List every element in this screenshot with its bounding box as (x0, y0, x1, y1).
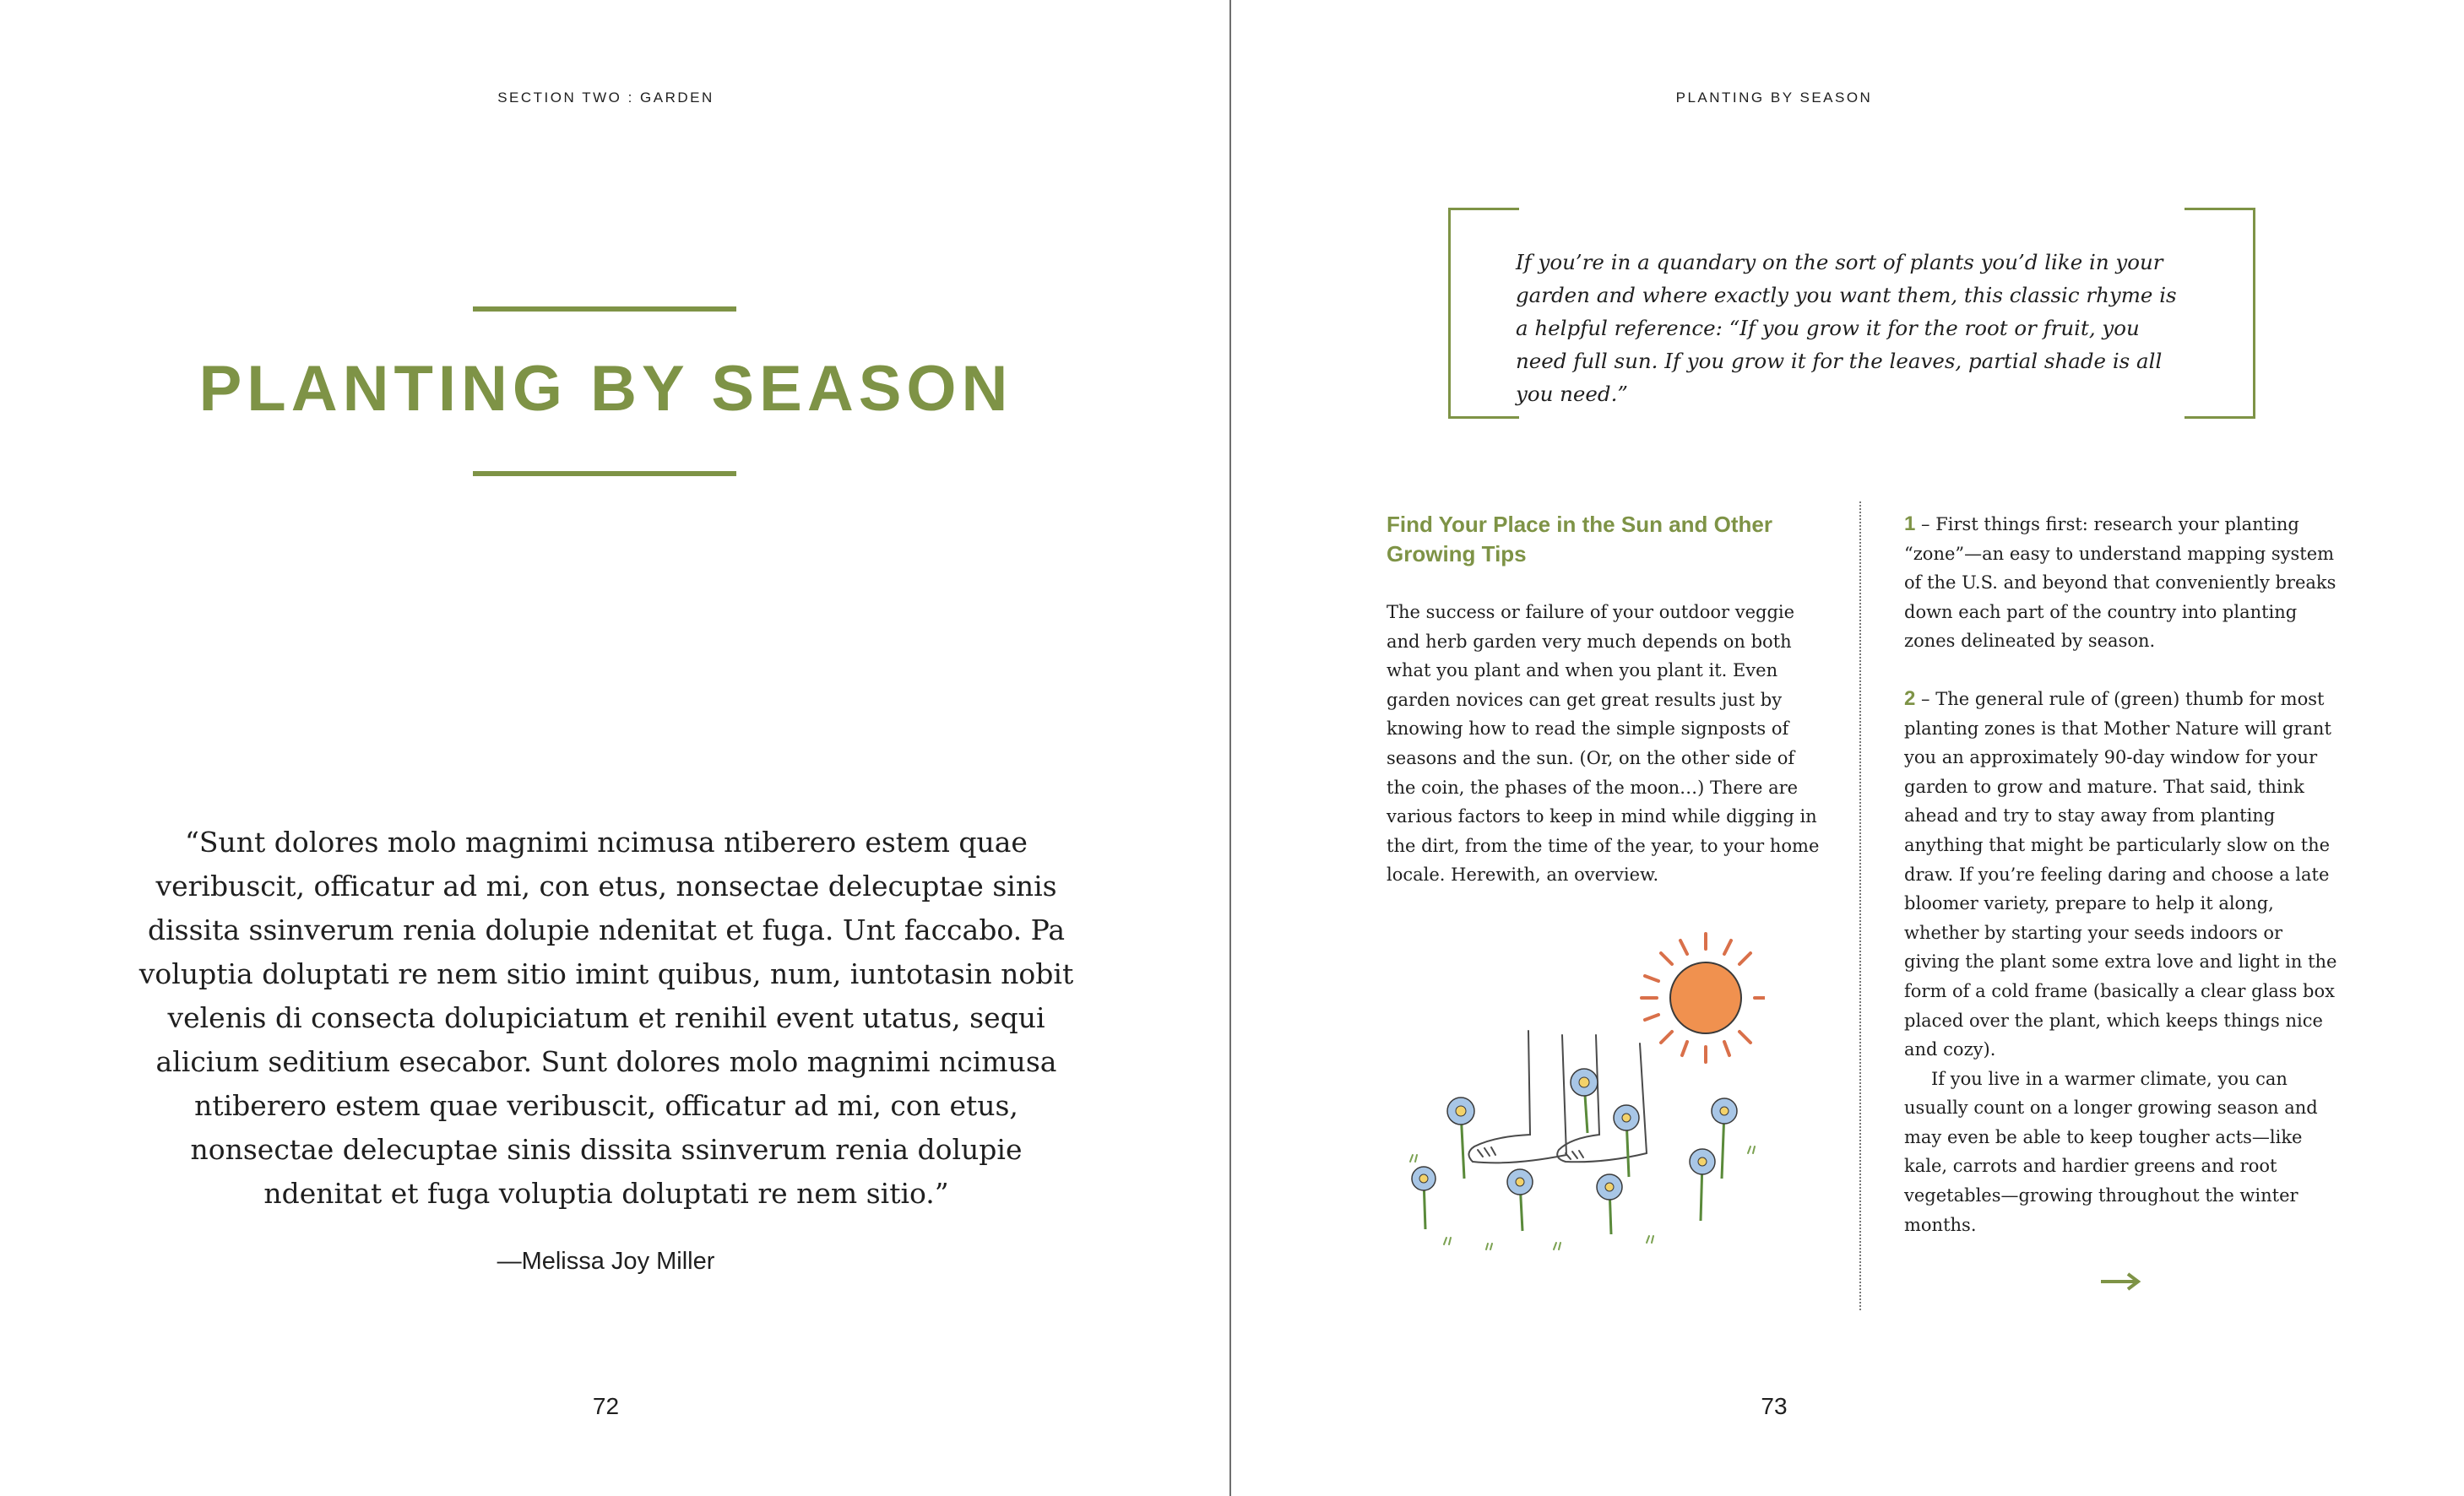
epigraph-quote: “Sunt dolores molo magnimi ncimusa ntiberero estem quae veribuscit, officatur ad mi, con etus, nonsectae delecuptae sinis dissita ssinverum renia dolupie ndenitat et fuga. Unt faccabo. Pa voluptia doluptati re nem sitio imint quibus, num, iuntotasin nobit velenis di consecta dolupiciatum et renihil event utatus, sequi alicium seditium esecabor. Sunt dolores molo magnimi ncimusa ntiberero estem quae veribuscit, officatur ad mi, con etus, nonsectae delecuptae sinis dissita ssinverum renia dolupie ndenitat et fuga voluptia doluptati re nem sitio.” (138, 826, 1074, 1210)
epigraph-attribution: —Melissa Joy Miller (497, 1248, 715, 1275)
tip-number-2: 2 (1904, 686, 1916, 710)
chapter-title: PLANTING BY SEASON (198, 353, 1013, 425)
sidebar-column (1387, 510, 1826, 890)
sun-icon (1642, 934, 1765, 1062)
page-number-right: 73 (1761, 1393, 1788, 1419)
tip-2 (1904, 685, 2343, 1065)
column-divider (1859, 501, 1861, 1310)
running-head-left: SECTION TWO : GARDEN (497, 89, 714, 106)
pull-quote: If you’re in a quandary on the sort of plants you’d like in your garden and where exactly you want them, this classic rhyme is a helpful reference: “If you grow it for the root or fruit, you need full sun. If you grow it for the leaves, partial shade is all you need.” (1516, 250, 2177, 406)
left-page (0, 0, 1231, 1496)
running-head-right: PLANTING BY SEASON (1675, 89, 1873, 106)
tips-column (1904, 510, 2343, 1239)
page-number-left: 72 (592, 1393, 620, 1419)
pull-quote-bracket-right (2184, 208, 2255, 419)
sun-feet-flowers-illustration (1393, 908, 1765, 1260)
tip-text-2: – The general rule of (green) thumb for most planting zones is that Mother Nature will grant you an approximately 90-day window for your garden to grow and mature. That said, think ahead and try to stay away from planting anything that might be particularly slow on the draw. If you’re feeling daring and choose a late bloomer variety, prepare to help it along, whether by starting your seeds indoors or giving the plant some extra love and light in the form of a cold frame (basically a clear glass box placed over the plant, which keeps things nice and cozy). (1904, 688, 2337, 1060)
pull-quote-bracket-left (1448, 208, 1519, 419)
sidebar-body: The success or failure of your outdoor veggie and herb garden very much depends on both what you plant and when you plant it. Even garden novices can get great results just by knowing how to read the simple signposts of seasons and the sun. (Or, on the other side of the coin, the phases of the moon…) There are various factors to keep in mind while digging in the dirt, from the time of the year, to your home locale. Herewith, an overview. (1387, 602, 1820, 886)
tip-number-1: 1 (1904, 512, 1916, 535)
title-rule-bottom (473, 471, 736, 476)
arrow-right-icon (2099, 1271, 2141, 1292)
flower-icons (1412, 1069, 1737, 1234)
tip-text-1: – First things first: research your planting “zone”—an easy to understand mapping system of the U.S. and beyond that conveniently breaks down each part of the country into planting zones delineated by season. (1904, 514, 2336, 652)
sidebar-heading: Find Your Place in the Sun and Other Growing Tips (1387, 512, 1772, 566)
right-page (1233, 0, 2464, 1496)
title-rule-top (473, 306, 736, 312)
tip-2-continuation: If you live in a warmer climate, you can usually count on a longer growing season and may even be able to keep tougher acts—like kale, carrots and hardier greens and root vegetables—growing throughout the winter months. (1904, 1068, 2318, 1235)
tip-1 (1904, 510, 2343, 656)
feet-drawing (1468, 1031, 1647, 1163)
